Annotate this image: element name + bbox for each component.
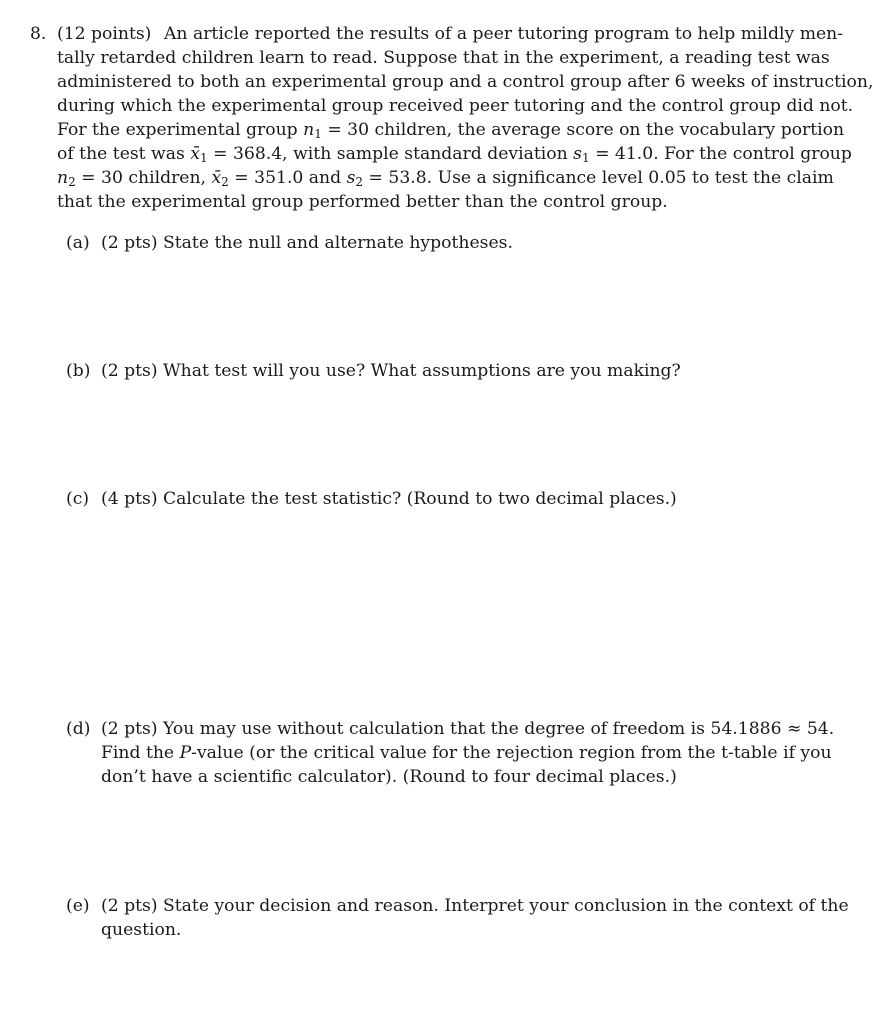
- s2-symbol: s: [346, 168, 356, 188]
- part-d-text-2: Find the: [101, 743, 180, 763]
- part-b-text: (2 pts) What test will you use? What assumptions are you making?: [101, 361, 681, 381]
- part-d-text-3: -value (or the critical value for the rejection region from the t-table if you: [191, 743, 832, 763]
- n1-symbol: n: [303, 120, 315, 140]
- part-c-label: (c): [66, 489, 90, 509]
- part-d-label: (d): [66, 719, 91, 739]
- part-e-line-2: question.: [101, 920, 182, 940]
- problem-line-3: administered to both an experimental group and a control group after 6 weeks of instruction,: [57, 72, 874, 92]
- problem-line-7: [57, 166, 834, 190]
- part-e-label: (e): [66, 896, 90, 916]
- s1-value: = 41.0. For the control group: [589, 144, 852, 164]
- problem-line-5: [57, 118, 844, 142]
- x1-subscript: 1: [200, 151, 208, 165]
- x1-symbol: x̄: [190, 144, 200, 164]
- problem-number: 8.: [30, 24, 47, 44]
- x1-value: = 368.4, with sample standard deviation: [207, 144, 574, 164]
- part-e-text-1: (2 pts) State your decision and reason. Interpret your conclusion in the context of the: [101, 896, 849, 916]
- part-a-text: (2 pts) State the null and alternate hypotheses.: [101, 233, 513, 253]
- n1-value: = 30 children, the average score on the vocabulary portion: [321, 120, 845, 140]
- part-d-line-3: don’t have a scientific calculator). (Round to four decimal places.): [101, 767, 677, 787]
- part-a-label: (a): [66, 233, 90, 253]
- part-b-label: (b): [66, 361, 91, 381]
- problem-line-8: that the experimental group performed better than the control group.: [57, 192, 668, 212]
- n2-value: = 30 children,: [75, 168, 212, 188]
- part-d-line-2: [101, 741, 832, 765]
- s2-subscript: 2: [355, 175, 364, 189]
- n2-symbol: n: [57, 168, 69, 188]
- problem-text-5: For the experimental group: [57, 120, 304, 140]
- x2-subscript: 2: [221, 175, 229, 189]
- x2-symbol: x̄: [211, 168, 222, 188]
- n2-subscript: 2: [68, 175, 76, 189]
- x2-value: = 351.0 and: [228, 168, 347, 188]
- s1-subscript: 1: [581, 151, 590, 165]
- n1-subscript: 1: [314, 127, 322, 141]
- problem-line-2: tally retarded children learn to read. Suppose that in the experiment, a reading test was: [57, 48, 830, 68]
- p-symbol: P: [179, 743, 192, 763]
- problem-text-1: An article reported the results of a peer tutoring program to help mildly men-: [164, 24, 844, 44]
- s2-value: = 53.8. Use a significance level 0.05 to test the claim: [363, 168, 834, 188]
- part-d-text-1: (2 pts) You may use without calculation that the degree of freedom is 54.1886 ≈ 54.: [101, 719, 835, 739]
- s1-symbol: s: [573, 144, 582, 164]
- problem-line-6: [57, 142, 852, 166]
- problem-points: (12 points): [57, 24, 152, 44]
- problem-text-6: of the test was: [57, 144, 191, 164]
- part-c-text: (4 pts) Calculate the test statistic? (Round to two decimal places.): [101, 489, 677, 509]
- problem-line-4: during which the experimental group received peer tutoring and the control group did not.: [57, 96, 854, 116]
